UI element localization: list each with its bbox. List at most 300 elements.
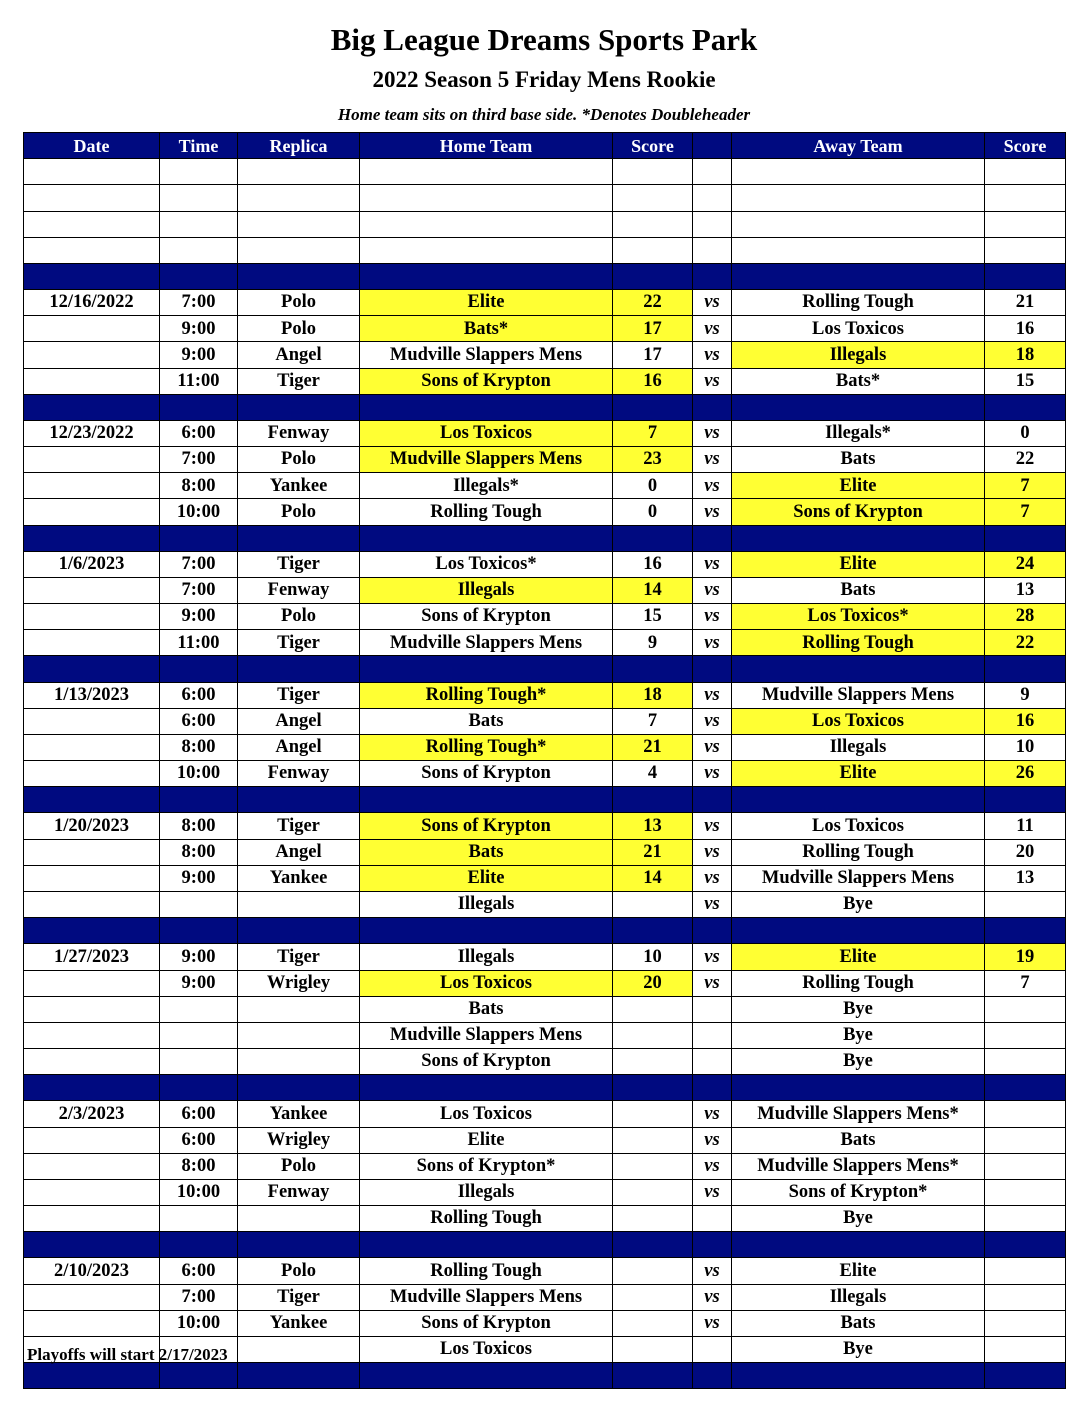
separator-cell [238, 787, 360, 813]
home-score-cell: 23 [613, 447, 693, 473]
blank-cell [24, 211, 160, 237]
away-team-cell: Mudville Slappers Mens [732, 682, 985, 708]
time-cell: 6:00 [160, 682, 238, 708]
date-cell [24, 1153, 160, 1179]
week-separator-row [24, 1363, 1066, 1389]
away-score-cell [985, 1336, 1066, 1362]
page-title: Big League Dreams Sports Park [330, 22, 758, 57]
away-team-cell: Mudville Slappers Mens* [732, 1101, 985, 1127]
date-cell [24, 604, 160, 630]
vs-cell: vs [693, 682, 732, 708]
game-row [24, 420, 1066, 446]
vs-cell: vs [693, 1258, 732, 1284]
separator-cell [985, 918, 1066, 944]
home-team-cell: Illegals [360, 944, 613, 970]
vs-cell: vs [693, 368, 732, 394]
away-score-cell [985, 1258, 1066, 1284]
vs-cell: vs [693, 1127, 732, 1153]
week-separator-row [24, 525, 1066, 551]
vs-cell: vs [693, 604, 732, 630]
game-row [24, 1022, 1066, 1048]
blank-cell [613, 159, 693, 185]
separator-cell [360, 1363, 613, 1389]
date-cell: 1/13/2023 [24, 682, 160, 708]
separator-cell [160, 656, 238, 682]
home-score-cell: 21 [613, 734, 693, 760]
home-team-cell: Illegals* [360, 473, 613, 499]
time-cell [160, 996, 238, 1022]
blank-cell [613, 185, 693, 211]
separator-cell [24, 918, 160, 944]
time-cell: 10:00 [160, 761, 238, 787]
blank-cell [732, 185, 985, 211]
game-row [24, 839, 1066, 865]
home-team-cell: Sons of Krypton [360, 1310, 613, 1336]
home-score-cell [613, 1258, 693, 1284]
away-score-cell: 16 [985, 316, 1066, 342]
game-row [24, 1258, 1066, 1284]
separator-cell [238, 394, 360, 420]
time-cell: 6:00 [160, 420, 238, 446]
separator-cell [160, 394, 238, 420]
vs-cell [693, 1206, 732, 1232]
time-cell: 8:00 [160, 839, 238, 865]
game-row [24, 604, 1066, 630]
vs-cell: vs [693, 551, 732, 577]
week-separator-row [24, 394, 1066, 420]
away-score-cell [985, 1049, 1066, 1075]
home-team-cell: Mudville Slappers Mens [360, 342, 613, 368]
separator-cell [693, 1363, 732, 1389]
away-score-cell [985, 1101, 1066, 1127]
away-team-cell: Los Toxicos [732, 813, 985, 839]
separator-cell [613, 656, 693, 682]
time-cell [160, 1206, 238, 1232]
away-team-cell: Rolling Tough [732, 630, 985, 656]
home-score-cell [613, 1206, 693, 1232]
week-separator-row [24, 263, 1066, 289]
home-team-cell: Bats [360, 839, 613, 865]
blank-cell [160, 211, 238, 237]
game-row [24, 316, 1066, 342]
replica-cell: Angel [238, 839, 360, 865]
time-cell: 7:00 [160, 1284, 238, 1310]
separator-cell [693, 787, 732, 813]
replica-cell: Tiger [238, 368, 360, 394]
away-team-cell: Los Toxicos* [732, 604, 985, 630]
vs-cell: vs [693, 1179, 732, 1205]
home-score-cell: 14 [613, 577, 693, 603]
away-score-cell: 13 [985, 577, 1066, 603]
separator-cell [693, 1232, 732, 1258]
away-team-cell: Sons of Krypton [732, 499, 985, 525]
away-team-cell: Rolling Tough [732, 839, 985, 865]
home-score-cell: 10 [613, 944, 693, 970]
date-cell [24, 368, 160, 394]
game-row [24, 944, 1066, 970]
date-cell [24, 342, 160, 368]
time-cell: 10:00 [160, 1310, 238, 1336]
home-team-cell: Elite [360, 1127, 613, 1153]
replica-cell: Wrigley [238, 1127, 360, 1153]
away-team-cell: Bye [732, 1336, 985, 1362]
vs-cell: vs [693, 499, 732, 525]
separator-cell [160, 1363, 238, 1389]
separator-cell [613, 787, 693, 813]
away-score-cell [985, 1179, 1066, 1205]
separator-cell [985, 1232, 1066, 1258]
home-team-cell: Elite [360, 865, 613, 891]
home-score-cell: 21 [613, 839, 693, 865]
away-team-cell: Bats [732, 1127, 985, 1153]
date-cell [24, 996, 160, 1022]
home-team-cell: Bats [360, 996, 613, 1022]
time-cell: 6:00 [160, 1258, 238, 1284]
vs-cell [693, 1336, 732, 1362]
separator-cell [24, 1075, 160, 1101]
blank-row [24, 237, 1066, 263]
away-team-cell: Bye [732, 1206, 985, 1232]
away-score-cell [985, 1127, 1066, 1153]
away-score-cell: 18 [985, 342, 1066, 368]
vs-cell: vs [693, 342, 732, 368]
blank-cell [985, 159, 1066, 185]
separator-cell [985, 263, 1066, 289]
separator-cell [985, 525, 1066, 551]
home-score-cell: 9 [613, 630, 693, 656]
separator-cell [360, 1232, 613, 1258]
date-cell [24, 708, 160, 734]
away-score-cell: 7 [985, 499, 1066, 525]
time-cell: 7:00 [160, 551, 238, 577]
date-cell [24, 865, 160, 891]
home-team-cell: Illegals [360, 891, 613, 917]
away-team-cell: Bye [732, 1022, 985, 1048]
replica-cell: Tiger [238, 1284, 360, 1310]
blank-cell [238, 211, 360, 237]
game-row [24, 342, 1066, 368]
separator-cell [732, 263, 985, 289]
separator-cell [360, 1075, 613, 1101]
replica-cell [238, 1336, 360, 1362]
vs-cell: vs [693, 839, 732, 865]
game-row [24, 865, 1066, 891]
vs-cell [693, 1022, 732, 1048]
separator-cell [24, 394, 160, 420]
away-score-cell: 13 [985, 865, 1066, 891]
separator-cell [613, 525, 693, 551]
separator-cell [613, 1232, 693, 1258]
vs-cell: vs [693, 970, 732, 996]
blank-cell [693, 185, 732, 211]
away-score-cell [985, 1310, 1066, 1336]
col-header-time: Time [160, 133, 238, 159]
date-cell [24, 1206, 160, 1232]
away-score-cell: 21 [985, 290, 1066, 316]
replica-cell: Polo [238, 447, 360, 473]
game-row [24, 1179, 1066, 1205]
vs-cell: vs [693, 316, 732, 342]
away-team-cell: Illegals* [732, 420, 985, 446]
game-row [24, 473, 1066, 499]
vs-cell: vs [693, 865, 732, 891]
time-cell: 7:00 [160, 290, 238, 316]
separator-cell [985, 787, 1066, 813]
replica-cell: Tiger [238, 682, 360, 708]
separator-cell [160, 787, 238, 813]
replica-cell [238, 1022, 360, 1048]
vs-cell: vs [693, 708, 732, 734]
home-team-cell: Sons of Krypton* [360, 1153, 613, 1179]
home-team-cell: Sons of Krypton [360, 813, 613, 839]
away-score-cell: 20 [985, 839, 1066, 865]
time-cell: 9:00 [160, 865, 238, 891]
separator-cell [238, 1232, 360, 1258]
away-team-cell: Bats [732, 1310, 985, 1336]
away-score-cell [985, 891, 1066, 917]
away-score-cell: 16 [985, 708, 1066, 734]
blank-cell [160, 185, 238, 211]
time-cell [160, 891, 238, 917]
home-score-cell: 7 [613, 420, 693, 446]
col-header-away-score: Score [985, 133, 1066, 159]
away-score-cell: 26 [985, 761, 1066, 787]
date-cell: 12/16/2022 [24, 290, 160, 316]
schedule-note: Home team sits on third base side. *Denotes Doubleheader [337, 105, 751, 124]
game-row [24, 1127, 1066, 1153]
home-team-cell: Illegals [360, 1179, 613, 1205]
home-team-cell: Rolling Tough* [360, 734, 613, 760]
home-score-cell: 13 [613, 813, 693, 839]
separator-cell [160, 1075, 238, 1101]
blank-cell [732, 237, 985, 263]
separator-cell [985, 1363, 1066, 1389]
away-team-cell: Elite [732, 1258, 985, 1284]
separator-cell [732, 787, 985, 813]
vs-cell: vs [693, 944, 732, 970]
replica-cell: Angel [238, 342, 360, 368]
away-score-cell: 22 [985, 630, 1066, 656]
home-team-cell: Sons of Krypton [360, 368, 613, 394]
vs-cell: vs [693, 1284, 732, 1310]
separator-cell [24, 1232, 160, 1258]
date-cell [24, 839, 160, 865]
separator-cell [693, 1075, 732, 1101]
blank-cell [985, 211, 1066, 237]
blank-cell [360, 211, 613, 237]
blank-row [24, 159, 1066, 185]
blank-cell [985, 185, 1066, 211]
away-team-cell: Bye [732, 996, 985, 1022]
separator-cell [160, 525, 238, 551]
date-cell: 1/27/2023 [24, 944, 160, 970]
home-team-cell: Los Toxicos [360, 1336, 613, 1362]
away-team-cell: Rolling Tough [732, 970, 985, 996]
time-cell: 8:00 [160, 473, 238, 499]
blank-row [24, 185, 1066, 211]
vs-cell: vs [693, 630, 732, 656]
time-cell: 7:00 [160, 447, 238, 473]
home-team-cell: Rolling Tough* [360, 682, 613, 708]
playoffs-note: Playoffs will start 2/17/2023 [27, 1345, 228, 1364]
away-team-cell: Los Toxicos [732, 316, 985, 342]
date-cell [24, 473, 160, 499]
home-score-cell [613, 1310, 693, 1336]
blank-cell [160, 159, 238, 185]
separator-cell [613, 394, 693, 420]
blank-cell [360, 185, 613, 211]
col-header-date: Date [24, 133, 160, 159]
blank-cell [360, 159, 613, 185]
time-cell: 6:00 [160, 1101, 238, 1127]
home-team-cell: Illegals [360, 577, 613, 603]
away-team-cell: Bye [732, 891, 985, 917]
blank-cell [732, 211, 985, 237]
home-team-cell: Mudville Slappers Mens [360, 1284, 613, 1310]
blank-cell [985, 237, 1066, 263]
blank-cell [693, 211, 732, 237]
game-row [24, 630, 1066, 656]
date-cell [24, 1179, 160, 1205]
replica-cell: Polo [238, 316, 360, 342]
replica-cell: Angel [238, 708, 360, 734]
away-score-cell: 11 [985, 813, 1066, 839]
separator-cell [24, 787, 160, 813]
home-team-cell: Rolling Tough [360, 499, 613, 525]
separator-cell [693, 263, 732, 289]
home-score-cell: 16 [613, 551, 693, 577]
home-team-cell: Mudville Slappers Mens [360, 447, 613, 473]
replica-cell [238, 1206, 360, 1232]
time-cell: 6:00 [160, 1127, 238, 1153]
home-score-cell [613, 1022, 693, 1048]
away-team-cell: Elite [732, 761, 985, 787]
home-score-cell [613, 996, 693, 1022]
away-team-cell: Illegals [732, 342, 985, 368]
home-score-cell [613, 1284, 693, 1310]
replica-cell: Yankee [238, 865, 360, 891]
week-separator-row [24, 656, 1066, 682]
game-row [24, 447, 1066, 473]
separator-cell [24, 1363, 160, 1389]
replica-cell: Tiger [238, 551, 360, 577]
col-header-home-score: Score [613, 133, 693, 159]
separator-cell [693, 394, 732, 420]
blank-cell [160, 237, 238, 263]
vs-cell: vs [693, 290, 732, 316]
game-row [24, 682, 1066, 708]
time-cell: 10:00 [160, 1179, 238, 1205]
blank-cell [24, 159, 160, 185]
away-team-cell: Mudville Slappers Mens* [732, 1153, 985, 1179]
replica-cell: Yankee [238, 1101, 360, 1127]
date-cell: 1/6/2023 [24, 551, 160, 577]
date-cell [24, 1127, 160, 1153]
week-separator-row [24, 1232, 1066, 1258]
date-cell: 12/23/2022 [24, 420, 160, 446]
game-row [24, 499, 1066, 525]
replica-cell: Fenway [238, 420, 360, 446]
blank-cell [613, 237, 693, 263]
separator-cell [360, 918, 613, 944]
game-row [24, 551, 1066, 577]
away-score-cell [985, 1022, 1066, 1048]
separator-cell [732, 918, 985, 944]
separator-cell [238, 918, 360, 944]
game-row [24, 1284, 1066, 1310]
game-row [24, 368, 1066, 394]
date-cell [24, 1049, 160, 1075]
replica-cell: Angel [238, 734, 360, 760]
separator-cell [24, 656, 160, 682]
replica-cell: Tiger [238, 630, 360, 656]
blank-cell [693, 237, 732, 263]
game-row [24, 891, 1066, 917]
away-team-cell: Elite [732, 473, 985, 499]
home-score-cell [613, 1179, 693, 1205]
replica-cell: Fenway [238, 577, 360, 603]
away-score-cell: 0 [985, 420, 1066, 446]
replica-cell: Tiger [238, 813, 360, 839]
home-score-cell: 14 [613, 865, 693, 891]
col-header-vs [693, 133, 732, 159]
game-row [24, 1153, 1066, 1179]
separator-cell [360, 656, 613, 682]
time-cell: 6:00 [160, 708, 238, 734]
date-cell [24, 316, 160, 342]
separator-cell [732, 394, 985, 420]
separator-cell [238, 1363, 360, 1389]
home-score-cell: 4 [613, 761, 693, 787]
vs-cell: vs [693, 1101, 732, 1127]
home-score-cell [613, 891, 693, 917]
week-separator-row [24, 918, 1066, 944]
away-team-cell: Illegals [732, 734, 985, 760]
vs-cell: vs [693, 761, 732, 787]
schedule-table [23, 132, 1066, 1389]
replica-cell: Wrigley [238, 970, 360, 996]
separator-cell [732, 656, 985, 682]
vs-cell: vs [693, 813, 732, 839]
home-score-cell [613, 1101, 693, 1127]
game-row [24, 996, 1066, 1022]
home-score-cell: 15 [613, 604, 693, 630]
date-cell: 2/10/2023 [24, 1258, 160, 1284]
separator-cell [732, 1232, 985, 1258]
vs-cell [693, 1049, 732, 1075]
replica-cell: Fenway [238, 761, 360, 787]
away-score-cell: 22 [985, 447, 1066, 473]
home-score-cell [613, 1336, 693, 1362]
replica-cell: Polo [238, 499, 360, 525]
separator-cell [613, 918, 693, 944]
separator-cell [160, 1232, 238, 1258]
col-header-home-team: Home Team [360, 133, 613, 159]
separator-cell [238, 263, 360, 289]
date-cell [24, 1310, 160, 1336]
game-row [24, 813, 1066, 839]
date-cell [24, 499, 160, 525]
blank-cell [693, 159, 732, 185]
separator-cell [732, 1075, 985, 1101]
game-row [24, 1101, 1066, 1127]
time-cell [160, 1049, 238, 1075]
replica-cell [238, 1049, 360, 1075]
home-score-cell: 16 [613, 368, 693, 394]
separator-cell [693, 525, 732, 551]
replica-cell: Polo [238, 1258, 360, 1284]
game-row [24, 1049, 1066, 1075]
